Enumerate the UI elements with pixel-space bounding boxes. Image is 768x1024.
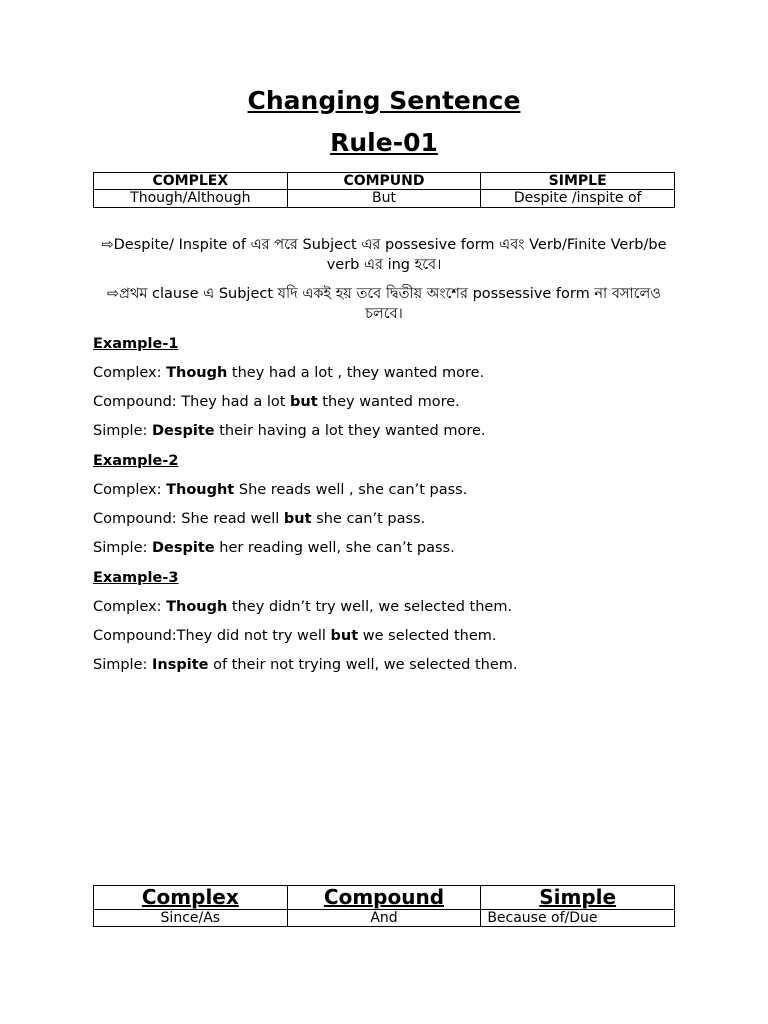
cell-simple: Because of/Due [481,910,675,927]
complex-sentence: Complex: Thought She reads well , she can’t pass. [93,482,468,498]
cell-simple: Despite /inspite of [481,190,675,208]
example-heading: Example-2 [93,453,179,469]
compound-sentence: Compound:They did not try well but we selected them. [93,628,497,644]
header-simple: SIMPLE [481,173,675,190]
header-compound: Compound [287,886,481,910]
rule-table [93,172,675,208]
rule-note: ⇨প্রথম clause এ Subject যদি একই হয় তবে দ্বিতীয় অংশের possessive form না বসালেও চলবে। [107,286,661,322]
compound-sentence: Compound: She read well but she can’t pass. [93,511,426,527]
cell-complex: Since/As [94,910,288,927]
rule-title: Rule-01 [330,128,438,157]
header-compound: COMPUND [287,173,481,190]
compound-sentence: Compound: They had a lot but they wanted more. [93,394,460,410]
table-row [94,190,675,208]
table-header-row [94,886,675,910]
complex-sentence: Complex: Though they had a lot , they wanted more. [93,365,485,381]
simple-sentence: Simple: Inspite of their not trying well, we selected them. [93,657,518,673]
table-header-row [94,173,675,190]
simple-sentence: Simple: Despite her reading well, she can’t pass. [93,540,455,556]
cell-complex: Though/Although [94,190,288,208]
complex-sentence: Complex: Though they didn’t try well, we selected them. [93,599,513,615]
example-heading: Example-1 [93,336,179,352]
cell-compound: And [287,910,481,927]
header-complex: Complex [94,886,288,910]
header-simple: Simple [481,886,675,910]
page-title: Changing Sentence [247,86,521,115]
header-complex: COMPLEX [94,173,288,190]
rule-table-2 [93,885,675,927]
cell-compound: But [287,190,481,208]
simple-sentence: Simple: Despite their having a lot they wanted more. [93,423,486,439]
example-heading: Example-3 [93,570,179,586]
table-row [94,910,675,927]
rule-note: ⇨Despite/ Inspite of এর পরে Subject এর possesive form এবং Verb/Finite Verb/be verb এর ing হবে। [101,237,667,273]
